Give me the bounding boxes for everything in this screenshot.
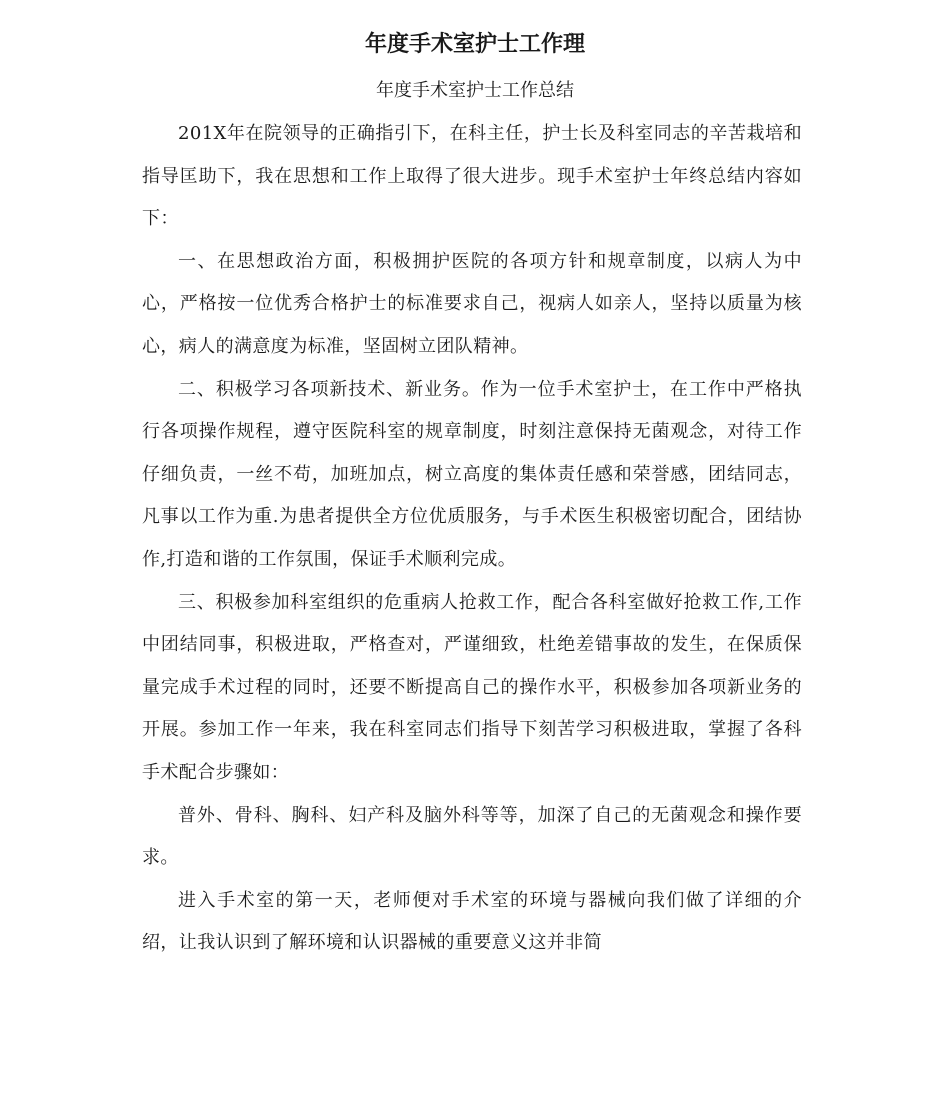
paragraph-learning: 二、积极学习各项新技术、新业务。作为一位手术室护士，在工作中严格执行各项操作规程，遵守医院科室的规章制度，时刻注意保持无菌观念，对待工作仔细负责，一丝不苟，加班加点，树立高度的集体责任感和荣誉感，团结同志，凡事以工作为重.为患者提供全方位优质服务，与手术医生积极密切配合，团结协作,打造和谐的工作氛围，保证手术顺利完成。 xyxy=(142,378,802,570)
document-title: 年度手术室护士工作理 xyxy=(364,32,585,57)
paragraph-political: 一、在思想政治方面，积极拥护医院的各项方针和规章制度，以病人为中心，严格按一位优秀合格护士的标准要求自己，视病人如亲人，坚持以质量为核心，病人的满意度为标准，坚固树立团队精神。 xyxy=(142,250,802,357)
paragraph-first-day: 进入手术室的第一天，老师便对手术室的环境与器械向我们做了详细的介绍，让我认识到了解环境和认识器械的重要意义这并非简 xyxy=(142,889,802,954)
paragraph-intro: 201X年在院领导的正确指引下，在科主任，护士长及科室同志的辛苦栽培和指导匡助下，我在思想和工作上取得了很大进步。现手术室护士年终总结内容如下： xyxy=(142,123,802,230)
document-body xyxy=(142,113,802,965)
document-subtitle: 年度手术室护士工作总结 xyxy=(376,80,574,101)
paragraph-specialties: 普外、骨科、胸科、妇产科及脑外科等等，加深了自己的无菌观念和操作要求。 xyxy=(142,804,802,869)
paragraph-rescue: 三、积极参加科室组织的危重病人抢救工作，配合各科室做好抢救工作,工作中团结同事，积极进取，严格查对，严谨细致，杜绝差错事故的发生，在保质保量完成手术过程的同时，还要不断提高自己的操作水平，积极参加各项新业务的开展。参加工作一年来，我在科室同志们指导下刻苦学习积极进取，掌握了各科手术配合步骤如： xyxy=(142,591,802,783)
